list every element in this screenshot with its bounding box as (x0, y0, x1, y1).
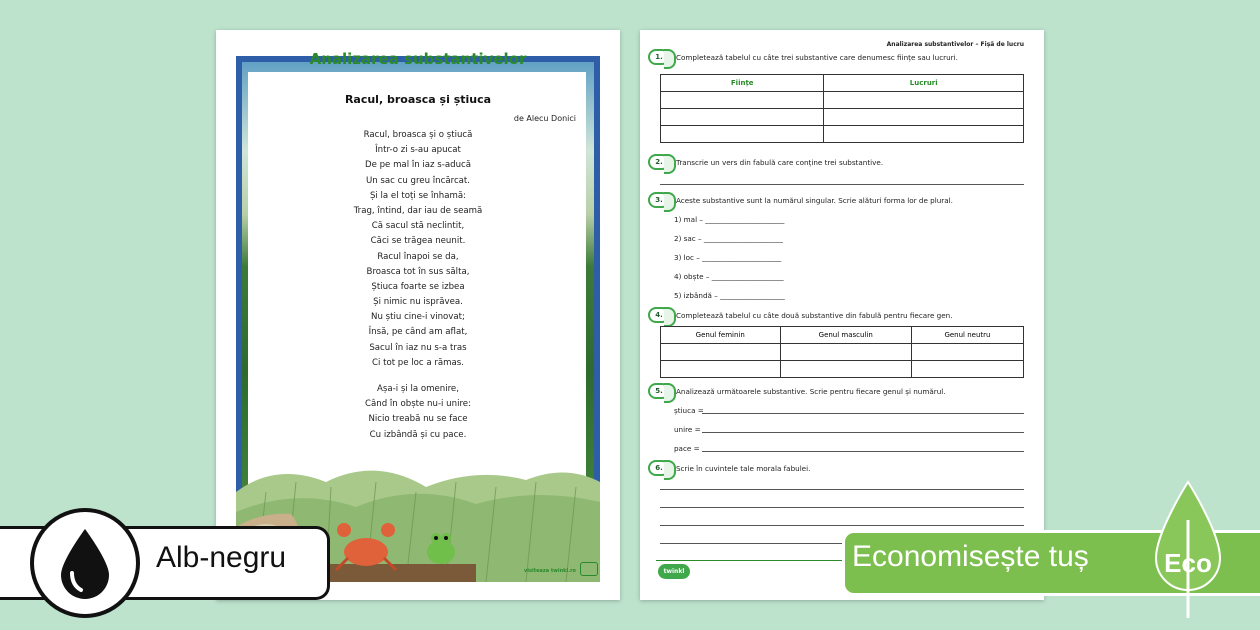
eco-word: Eco (1164, 548, 1212, 578)
table-cell[interactable] (661, 109, 824, 126)
beings-things-table (660, 74, 1024, 143)
question-text: Aceste substantive sunt la numărul singular. Scrie alături forma lor de plural. (676, 196, 953, 205)
poem-body (216, 128, 620, 443)
plural-item: 1) mal – ______________________ (674, 215, 785, 224)
poem-line: Și nimic nu isprăvea. (373, 297, 463, 308)
table-cell[interactable] (780, 344, 911, 361)
table-cell[interactable] (661, 344, 781, 361)
eco-label: Economisește tuș (852, 540, 1089, 573)
table-cell[interactable] (824, 126, 1024, 143)
table-cell[interactable] (824, 109, 1024, 126)
question-number: 4. (648, 307, 670, 323)
table-header: Lucruri (824, 75, 1024, 92)
poem-line: Căci se trăgea neunit. (370, 236, 466, 247)
question-number: 3. (648, 192, 670, 208)
analysis-item: unire = (674, 425, 701, 434)
question-number: 2. (648, 154, 670, 170)
poem-line: Un sac cu greu încărcat. (365, 175, 471, 186)
table-cell[interactable] (661, 361, 781, 378)
answer-line[interactable] (660, 525, 1024, 526)
poem-title: Racul, broasca și știuca (344, 93, 492, 106)
poem-line: Însă, pe când am aflat, (368, 327, 468, 338)
poem-page (216, 30, 620, 600)
analysis-item: știuca = (674, 406, 704, 415)
table-header: Ființe (661, 75, 824, 92)
poem-line: Când în obște nu-i unire: (365, 399, 471, 410)
poem-line: Nicio treabă nu se face (368, 414, 468, 425)
worksheet-page (640, 30, 1044, 600)
question-text: Analizează următoarele substantive. Scrie pentru fiecare genul și numărul. (676, 387, 946, 396)
page-title: Analizarea substantivelor (309, 50, 527, 68)
poem-line: Că sacul stă neclintit, (371, 221, 465, 232)
poem-line: Știuca foarte se izbea (371, 281, 465, 292)
poem-line: Cu izbândă și cu pace. (369, 429, 467, 440)
gender-table (660, 326, 1024, 378)
table-cell[interactable] (911, 344, 1023, 361)
plural-item: 2) sac – ______________________ (674, 234, 783, 243)
poem-line: De pe mal în iaz s-aducă (364, 160, 472, 171)
plural-item: 5) izbândă – __________________ (674, 291, 785, 300)
poem-line: Trag, întind, dar iau de seamă (353, 205, 483, 216)
question-number: 5. (648, 383, 670, 399)
poem-line: Și la el toți se înhamă: (369, 190, 467, 201)
table-header: Genul masculin (780, 327, 911, 344)
question-number: 1. (648, 49, 670, 65)
twinkl-logo: twinkl (658, 564, 690, 579)
answer-line[interactable] (660, 507, 1024, 508)
analysis-item: pace = (674, 444, 700, 453)
question-text: Completează tabelul cu câte trei substantive care denumesc ființe sau lucruri. (676, 53, 958, 62)
table-header: Genul feminin (661, 327, 781, 344)
question-text: Scrie în cuvintele tale morala fabulei. (676, 464, 811, 473)
table-header: Genul neutru (911, 327, 1023, 344)
footer-url: visiteaza twinkl.ro (524, 568, 576, 574)
answer-line[interactable] (660, 489, 1024, 490)
plural-item: 4) obște – ____________________ (674, 272, 784, 281)
poem-line: Nu știu cine-i vinovat; (371, 312, 465, 323)
table-cell[interactable] (824, 92, 1024, 109)
question-text: Transcrie un vers din fabulă care conține trei substantive. (676, 158, 884, 167)
answer-line[interactable] (702, 451, 1024, 452)
answer-line[interactable] (702, 432, 1024, 433)
poem-line: Ci tot pe loc a rămas. (371, 357, 465, 368)
bw-label: Alb-negru (156, 541, 287, 574)
question-number: 6. (648, 460, 670, 476)
poem-line: Racul, broasca și o știucă (363, 130, 473, 140)
worksheet-header: Analizarea substantivelor – Fișă de lucru (886, 41, 1024, 48)
poem-line: Racul înapoi se da, (377, 251, 459, 262)
answer-line[interactable] (702, 413, 1024, 414)
table-cell[interactable] (911, 361, 1023, 378)
poem-line: Sacul în iaz nu s-a tras (369, 342, 467, 353)
ink-drop-icon (30, 508, 140, 618)
poem-author: de Alecu Donici (513, 114, 576, 123)
poem-line: Într-o zi s-au apucat (375, 145, 461, 156)
twinkl-logo-icon (580, 562, 598, 576)
plural-item: 3) loc – ______________________ (674, 253, 782, 262)
poem-line: Așa-i și la omenire, (377, 384, 459, 394)
poem-line: Broasca tot în sus sălta, (366, 266, 470, 277)
table-cell[interactable] (780, 361, 911, 378)
table-cell[interactable] (661, 126, 824, 143)
table-cell[interactable] (661, 92, 824, 109)
question-text: Completează tabelul cu câte două substantive din fabulă pentru fiecare gen. (676, 311, 953, 320)
answer-line[interactable] (660, 184, 1024, 185)
